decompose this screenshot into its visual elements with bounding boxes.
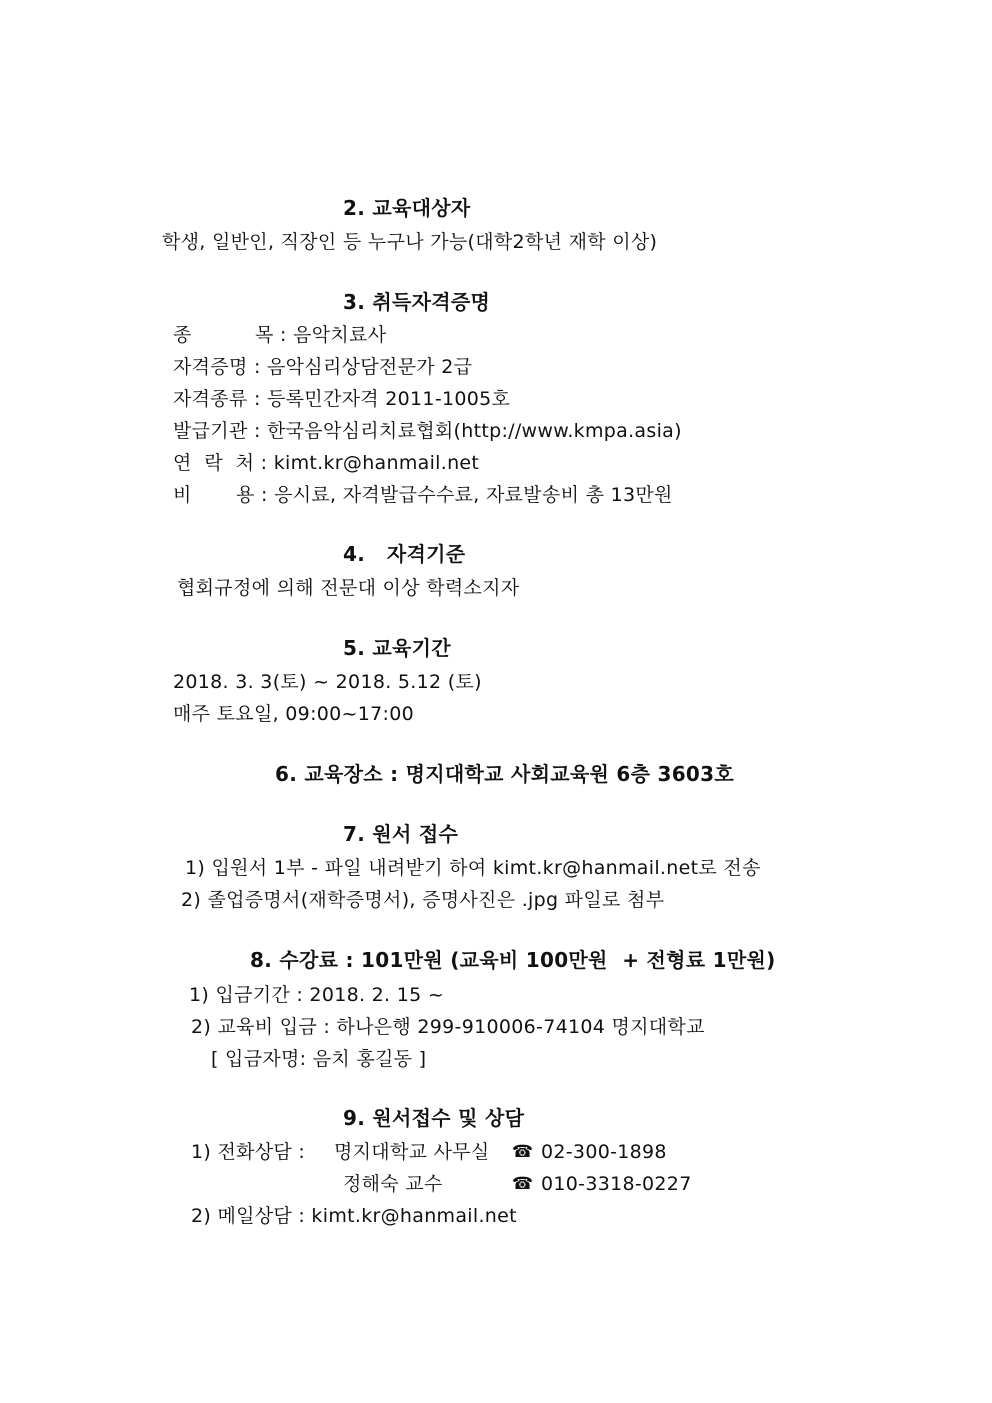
application-step-2: 2) 졸업증명서(재학증명서), 증명사진은 .jpg 파일로 첨부 [181, 889, 665, 911]
section-6-heading: 6. 교육장소 : 명지대학교 사회교육원 6층 3603호 [275, 762, 734, 786]
section-7-heading: 7. 원서 접수 [343, 822, 459, 846]
section-5-heading: 5. 교육기간 [343, 636, 451, 660]
depositor-name: [ 입금자명: 음치 홍길동 ] [211, 1048, 427, 1070]
fees: 비 용 : 응시료, 자격발급수수료, 자료발송비 총 13만원 [173, 484, 673, 506]
payment-period: 1) 입금기간 : 2018. 2. 15 ~ [189, 984, 445, 1006]
education-period: 2018. 3. 3(토) ~ 2018. 5.12 (토) [173, 671, 482, 693]
section-9-heading: 9. 원서접수 및 상담 [343, 1106, 525, 1130]
application-step-1: 1) 입원서 1부 - 파일 내려받기 하여 kimt.kr@hanmail.net로 전송 [185, 857, 761, 879]
section-4-body: 협회규정에 의해 전문대 이상 학력소지자 [177, 577, 520, 599]
contact-email: 연 락 처 : kimt.kr@hanmail.net [173, 452, 480, 474]
section-2-heading: 2. 교육대상자 [343, 196, 471, 220]
qualification-name: 자격증명 : 음악심리상담전문가 2급 [173, 356, 473, 378]
section-3-heading: 3. 취득자격증명 [343, 290, 491, 314]
education-schedule: 매주 토요일, 09:00~17:00 [173, 703, 415, 725]
telephone-icon: ☎ [512, 1142, 534, 1162]
contact-office-phone: 02-300-1898 [541, 1141, 667, 1163]
qualification-type: 자격종류 : 등록민간자격 2011-1005호 [173, 388, 511, 410]
payment-account: 2) 교육비 입금 : 하나은행 299-910006-74104 명지대학교 [191, 1016, 705, 1038]
contact-professor-name: 정해숙 교수 [343, 1173, 443, 1195]
issuing-organization: 발급기관 : 한국음악심리치료협회(http://www.kmpa.asia) [173, 420, 682, 442]
qualification-item: 종 목 : 음악치료사 [173, 324, 387, 346]
email-consult: 2) 메일상담 : kimt.kr@hanmail.net [191, 1205, 517, 1227]
section-4-heading: 4. 자격기준 [343, 542, 466, 566]
section-2-body: 학생, 일반인, 직장인 등 누구나 가능(대학2학년 재학 이상) [162, 231, 658, 253]
phone-consult-label: 1) 전화상담 : [191, 1141, 306, 1163]
contact-office-name: 명지대학교 사무실 [334, 1141, 490, 1163]
section-8-heading: 8. 수강료 : 101만원 (교육비 100만원 + 전형료 1만원) [250, 948, 776, 972]
contact-professor-phone: 010-3318-0227 [541, 1173, 692, 1195]
telephone-icon: ☎ [512, 1174, 534, 1194]
